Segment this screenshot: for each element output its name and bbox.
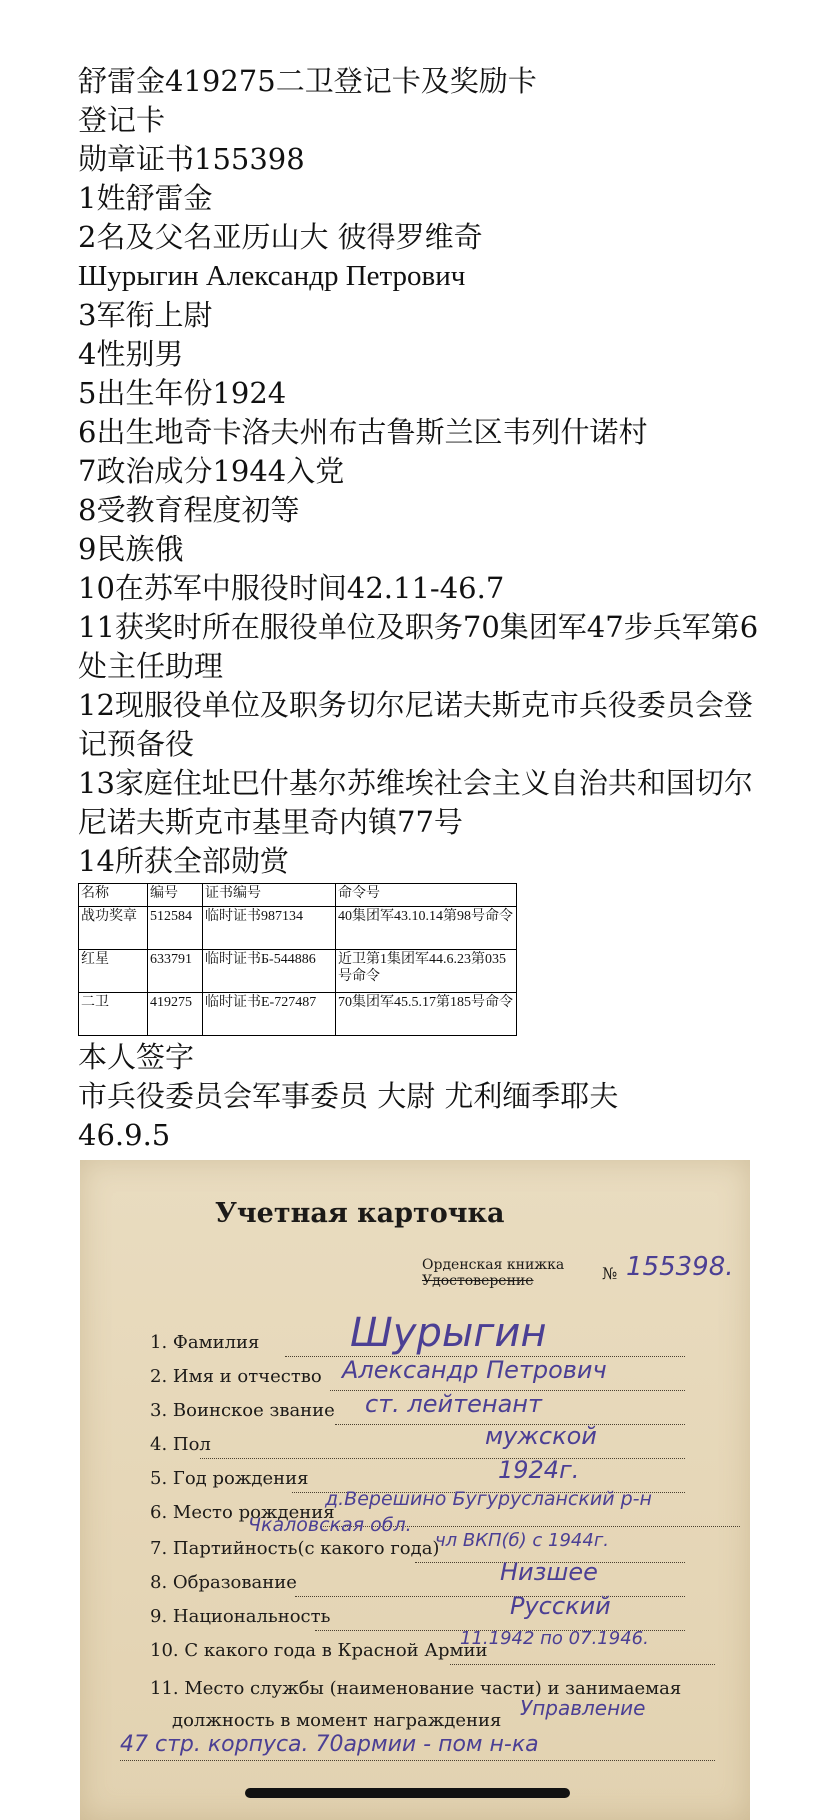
card-field-label: 10. С какого года в Красной Армии: [150, 1640, 488, 1661]
document-text: [78, 62, 778, 1155]
card-number-label: №: [602, 1264, 618, 1283]
table-cell: 临时证书Б-544886: [203, 950, 336, 993]
card-field-label: 4. Пол: [150, 1434, 211, 1455]
card-field-value-extra: Чкаловская обл.: [248, 1514, 412, 1536]
table-cell: 临时证书987134: [203, 907, 336, 950]
scanned-registration-card: [80, 1160, 750, 1820]
table-row: [79, 950, 517, 993]
card-field-label: 7. Партийность(с какого года): [150, 1538, 440, 1559]
table-cell: 419275: [148, 993, 203, 1036]
awards-table: [78, 883, 517, 1036]
doc-line: 2名及父名亚历山大 彼得罗维奇: [78, 220, 483, 254]
card-field-line: [120, 1760, 715, 1761]
table-cell: 633791: [148, 950, 203, 993]
card-subtitle: [422, 1257, 564, 1289]
table-cell: 临时证书Е-727487: [203, 993, 336, 1036]
card-field-value: Низшее: [500, 1558, 598, 1586]
card-field-value: мужской: [485, 1422, 597, 1450]
table-cell: 40集团军43.10.14第98号命令: [336, 907, 517, 950]
doc-line: 10在苏军中服役时间42.11-46.7: [78, 571, 505, 605]
card-field-line: [200, 1458, 685, 1459]
doc-footer-line: 本人签字: [78, 1040, 195, 1074]
card-subtitle-certificate: Удостоверение: [422, 1273, 534, 1289]
card-field-value: 11.1942 по 07.1946.: [460, 1628, 649, 1649]
doc-line-russian-name: Шурыгин Александр Петрович: [78, 260, 466, 292]
doc-title: 舒雷金419275二卫登记卡及奖励卡: [78, 64, 537, 98]
table-cell: 近卫第1集团军44.6.23第035号命令: [336, 950, 517, 993]
card-field-value: Русский: [510, 1592, 611, 1620]
card-field-value: чл ВКП(б) с 1944г.: [435, 1530, 609, 1551]
card-field-label: 8. Образование: [150, 1572, 297, 1593]
home-indicator[interactable]: [245, 1788, 570, 1798]
doc-footer-line: 市兵役委员会军事委员 大尉 尤利缅季耶夫: [78, 1079, 619, 1113]
doc-line: 8受教育程度初等: [78, 493, 300, 527]
table-cell: 512584: [148, 907, 203, 950]
card-field-label: 1. Фамилия: [150, 1332, 260, 1353]
doc-line: 11获奖时所在服役单位及职务70集团军47步兵军第6处主任助理: [78, 610, 759, 683]
doc-line: 3军衔上尉: [78, 298, 213, 332]
card-field-line: [295, 1596, 685, 1597]
card-field-label: должность в момент награждения: [172, 1710, 502, 1731]
table-cell: 二卫: [79, 993, 148, 1036]
doc-footer-date: 46.9.5: [78, 1118, 171, 1152]
card-field-label: 5. Год рождения: [150, 1468, 309, 1489]
card-field-value: Шурыгин: [350, 1310, 547, 1356]
table-header-cell: 证书编号: [203, 884, 336, 907]
doc-line: 1姓舒雷金: [78, 181, 213, 215]
card-subtitle-order-book: Орденская книжка: [422, 1257, 565, 1273]
doc-line: 勋章证书155398: [78, 142, 305, 176]
doc-line: 13家庭住址巴什基尔苏维埃社会主义自治共和国切尔尼诺夫斯克市基里奇内镇77号: [78, 766, 753, 839]
table-row: [79, 993, 517, 1036]
card-field-value: ст. лейтенант: [365, 1390, 542, 1418]
card-title: Учетная карточка: [215, 1198, 505, 1229]
card-field-label: 9. Национальность: [150, 1606, 331, 1627]
card-field-line: [450, 1664, 715, 1665]
doc-line: 6出生地奇卡洛夫州布古鲁斯兰区韦列什诺村: [78, 415, 648, 449]
card-field-label: 11. Место службы (наименование части) и занимаемая: [150, 1678, 682, 1699]
table-cell: 战功奖章: [79, 907, 148, 950]
table-cell: 红星: [79, 950, 148, 993]
doc-line: 7政治成分1944入党: [78, 454, 345, 488]
card-number-value: 155398.: [626, 1252, 734, 1282]
card-field-value: Управление: [520, 1696, 646, 1720]
doc-line: 9民族俄: [78, 532, 184, 566]
card-field-label: 2. Имя и отчество: [150, 1366, 322, 1387]
table-header-row: [79, 884, 517, 907]
doc-line: 登记卡: [78, 103, 166, 137]
card-field-label: 6. Место рождения: [150, 1502, 335, 1523]
doc-line: 12现服役单位及职务切尔尼诺夫斯克市兵役委员会登记预备役: [78, 688, 753, 761]
table-header-cell: 编号: [148, 884, 203, 907]
table-row: [79, 907, 517, 950]
card-field-value-extra: 47 стр. корпуса. 70армии - пом н-ка: [120, 1732, 539, 1757]
card-field-value: 1924г.: [498, 1456, 580, 1484]
card-field-label: 3. Воинское звание: [150, 1400, 335, 1421]
doc-line: 4性别男: [78, 337, 184, 371]
card-field-value: д.Верешино Бугурусланский р-н: [325, 1488, 652, 1510]
table-header-cell: 名称: [79, 884, 148, 907]
card-field-value: Александр Петрович: [342, 1356, 607, 1384]
table-cell: 70集团军45.5.17第185号命令: [336, 993, 517, 1036]
doc-line: 5出生年份1924: [78, 376, 287, 410]
table-header-cell: 命令号: [336, 884, 517, 907]
doc-line: 14所获全部勋赏: [78, 844, 289, 878]
